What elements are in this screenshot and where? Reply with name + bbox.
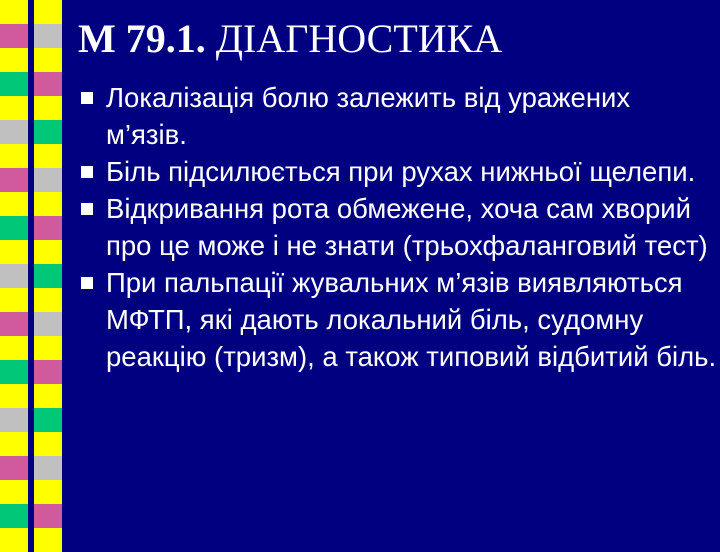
- bullet-text: При пальпації жувальних м’язів виявляються МФТП, які дають локальний біль, судомну реакцію (тризм), а також типовий відбитий біль.: [106, 267, 717, 372]
- stripe-band: [0, 456, 28, 480]
- stripe-band: [34, 480, 62, 504]
- stripe-band: [34, 456, 62, 480]
- stripe-band: [0, 264, 28, 288]
- stripe-band: [34, 120, 62, 144]
- stripe-band: [34, 408, 62, 432]
- square-bullet-icon: [81, 277, 93, 289]
- stripe-band: [34, 216, 62, 240]
- stripe-band: [0, 432, 28, 456]
- stripe-band: [0, 24, 28, 48]
- stripe-band: [0, 408, 28, 432]
- stripe-band: [0, 96, 28, 120]
- diagnosis-code: М 79.1.: [78, 16, 206, 61]
- stripe-band: [34, 192, 62, 216]
- stripe-band: [0, 336, 28, 360]
- stripe-band: [34, 504, 62, 528]
- stripe-band: [34, 24, 62, 48]
- decorative-stripe-right: [34, 0, 62, 540]
- stripe-band: [0, 0, 28, 24]
- stripe-band: [0, 168, 28, 192]
- stripe-band: [34, 336, 62, 360]
- bullet-text: Відкривання рота обмежене, хоча сам хворий про це може і не знати (трьохфаланговий тест): [106, 193, 708, 261]
- stripe-band: [34, 360, 62, 384]
- stripe-band: [34, 168, 62, 192]
- bullet-list: [78, 79, 718, 375]
- stripe-band: [34, 72, 62, 96]
- square-bullet-icon: [81, 92, 93, 104]
- stripe-band: [0, 144, 28, 168]
- stripe-band: [0, 72, 28, 96]
- stripe-band: [0, 120, 28, 144]
- bullet-text: Біль підсилюється при рухах нижньої щелепи.: [106, 156, 696, 187]
- list-item: [78, 264, 718, 375]
- stripe-band: [34, 96, 62, 120]
- bullet-text: Локалізація болю залежить від уражених м’язів.: [106, 82, 631, 150]
- list-item: [78, 190, 718, 264]
- stripe-band: [34, 264, 62, 288]
- slide-title: [78, 14, 502, 64]
- stripe-band: [34, 48, 62, 72]
- stripe-band: [34, 432, 62, 456]
- title-heading: ДІАГНОСТИКА: [215, 16, 503, 61]
- stripe-band: [0, 192, 28, 216]
- stripe-band: [0, 528, 28, 552]
- list-item: [78, 79, 718, 153]
- stripe-band: [34, 312, 62, 336]
- decorative-stripe-left: [0, 0, 28, 540]
- stripe-band: [0, 240, 28, 264]
- stripe-band: [0, 504, 28, 528]
- stripe-band: [0, 384, 28, 408]
- stripe-band: [34, 0, 62, 24]
- stripe-band: [34, 240, 62, 264]
- stripe-band: [0, 48, 28, 72]
- stripe-band: [34, 288, 62, 312]
- stripe-band: [0, 288, 28, 312]
- stripe-band: [0, 216, 28, 240]
- stripe-band: [34, 528, 62, 552]
- stripe-band: [0, 480, 28, 504]
- stripe-band: [34, 384, 62, 408]
- stripe-band: [34, 144, 62, 168]
- list-item: [78, 153, 718, 190]
- square-bullet-icon: [81, 166, 93, 178]
- square-bullet-icon: [81, 203, 93, 215]
- stripe-band: [0, 360, 28, 384]
- stripe-band: [0, 312, 28, 336]
